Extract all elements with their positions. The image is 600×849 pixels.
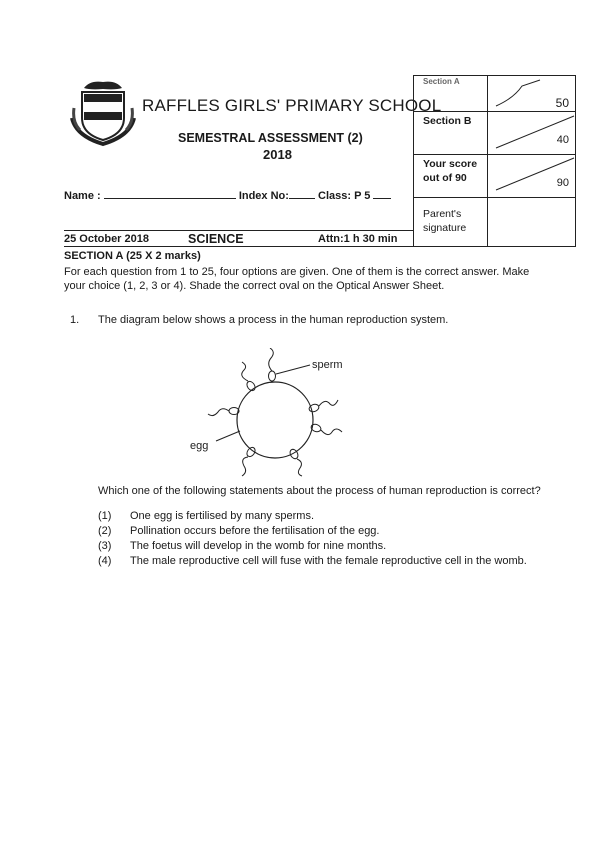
name-field[interactable] (104, 188, 236, 199)
option-text: One egg is fertilised by many sperms. (130, 510, 315, 522)
parent-signature-label: Parent's signature (423, 208, 467, 234)
option-number: (4) (98, 555, 112, 567)
name-label: Name : (64, 190, 101, 202)
parent-signature-field[interactable] (487, 198, 576, 247)
option-number: (1) (98, 510, 112, 522)
exam-date: 25 October 2018 (64, 233, 149, 245)
section-title: SECTION A (25 X 2 marks) (64, 250, 201, 262)
option-text: The male reproductive cell will fuse with the female reproductive cell in the womb. (130, 555, 527, 567)
option-number: (2) (98, 525, 112, 537)
total-max: 90 (556, 177, 569, 189)
option-number: (3) (98, 540, 112, 552)
assessment-title: SEMESTRAL ASSESSMENT (2) (178, 131, 363, 145)
school-name: RAFFLES GIRLS' PRIMARY SCHOOL (142, 96, 442, 115)
section-b-label: Section B (423, 115, 472, 127)
egg-pointer-line (216, 431, 240, 441)
question-number: 1. (70, 314, 80, 326)
class-label: Class: P 5 (318, 190, 371, 202)
section-a-max: 50 (555, 96, 569, 110)
class-field[interactable] (373, 188, 391, 199)
exam-subject: SCIENCE (188, 232, 244, 246)
total-score-label: Your score out of 90 (423, 158, 478, 184)
sperm-pointer-line (276, 365, 310, 374)
question-intro-text: The diagram below shows a process in the human reproduction system. (98, 314, 449, 326)
index-field[interactable] (289, 188, 315, 199)
question-1-stem: Which one of the following statements about the process of human reproduction is correct? (98, 485, 541, 497)
fertilisation-diagram (180, 348, 370, 478)
section-a-label: Section A (423, 77, 460, 86)
divider-line (64, 230, 413, 231)
index-label: Index No: (238, 190, 289, 202)
egg-cell (237, 382, 313, 458)
egg-label: egg (190, 440, 209, 452)
assessment-year: 2018 (263, 147, 292, 162)
option-text: The foetus will develop in the womb for nine months. (130, 540, 387, 552)
school-crest-logo (70, 78, 136, 148)
divider-line (64, 246, 413, 247)
student-details-row (64, 188, 391, 202)
section-b-max: 40 (556, 134, 569, 146)
exam-duration: Attn:1 h 30 min (318, 233, 398, 245)
score-table (413, 75, 576, 247)
sperm-label: sperm (312, 359, 343, 371)
option-text: Pollination occurs before the fertilisation of the egg. (130, 525, 380, 537)
section-instructions: For each question from 1 to 25, four options are given. One of them is the correct answer. Make your choice (1, 2, 3 or 4). Shade the correct oval on the Optical Answer Sheet. (64, 266, 530, 292)
